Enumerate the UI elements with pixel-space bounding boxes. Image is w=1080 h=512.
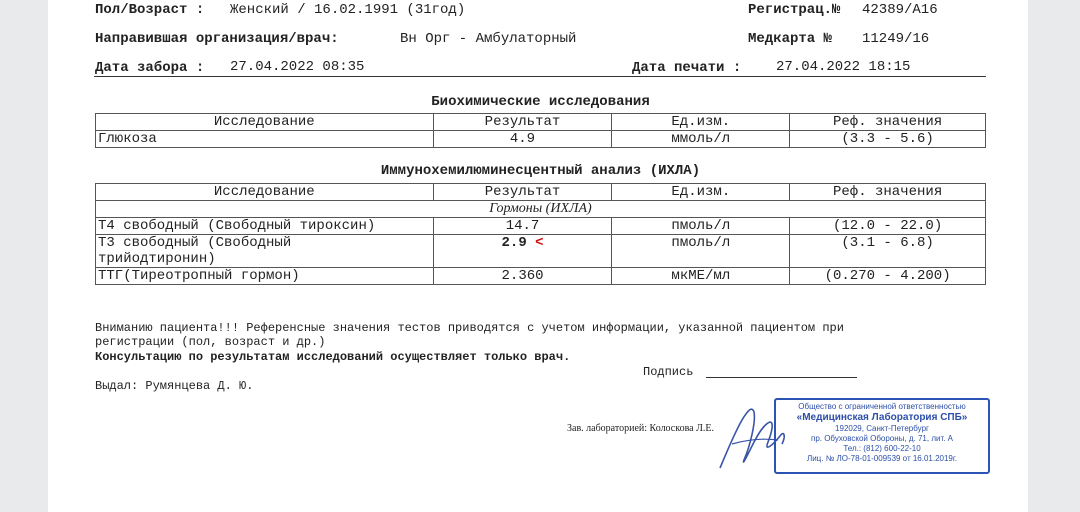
test-name: Т3 свободный (Свободный трийодтиронин) bbox=[96, 235, 434, 268]
test-unit: мкМЕ/мл bbox=[612, 268, 790, 285]
print-value: 27.04.2022 18:15 bbox=[776, 59, 911, 75]
table-row bbox=[96, 131, 986, 148]
test-ref: (3.1 - 6.8) bbox=[790, 235, 986, 268]
col-unit: Ед.изм. bbox=[612, 184, 790, 201]
col-ref: Реф. значения bbox=[790, 114, 986, 131]
org-label: Направившая организация/врач: bbox=[95, 31, 339, 47]
col-result: Результат bbox=[433, 114, 612, 131]
test-name: ТТГ(Тиреотропный гормон) bbox=[96, 268, 434, 285]
consult-note: Консультацию по результатам исследований осуществляет только врач. bbox=[95, 350, 571, 364]
head-of-lab: Зав. лабораторией: Колоскова Л.Е. bbox=[567, 423, 715, 434]
col-test: Исследование bbox=[96, 184, 434, 201]
test-result-flagged: 2.9 < bbox=[433, 235, 612, 268]
test-ref: (3.3 - 5.6) bbox=[790, 131, 986, 148]
issued-by: Выдал: Румянцева Д. Ю. bbox=[95, 379, 254, 393]
notice-line-2: регистрации (пол, возраст и др.) bbox=[95, 335, 326, 349]
table-header-row bbox=[96, 184, 986, 201]
test-unit: ммоль/л bbox=[612, 131, 790, 148]
test-result: 2.360 bbox=[433, 268, 612, 285]
table-row bbox=[96, 268, 986, 285]
test-result: 14.7 bbox=[433, 218, 612, 235]
table-row bbox=[96, 218, 986, 235]
card-value: 11249/16 bbox=[862, 31, 930, 47]
immuno-table bbox=[95, 183, 986, 285]
stamp-line-6: Лиц. № ЛО-78-01-009539 от 16.01.2019г. bbox=[806, 454, 958, 463]
test-ref: (0.270 - 4.200) bbox=[790, 268, 986, 285]
table-header-row bbox=[96, 114, 986, 131]
collect-value: 27.04.2022 08:35 bbox=[230, 59, 365, 75]
signature-line bbox=[706, 377, 857, 378]
signature-label: Подпись bbox=[643, 365, 694, 379]
reg-value: 42389/A16 bbox=[862, 2, 938, 18]
org-value: Вн Орг - Амбулаторный bbox=[400, 31, 577, 47]
collect-label: Дата забора : bbox=[95, 60, 205, 76]
group-row bbox=[96, 201, 986, 218]
biochem-table bbox=[95, 113, 986, 148]
stamp-line-2: «Медицинская Лаборатория СПБ» bbox=[796, 412, 968, 423]
print-label: Дата печати : bbox=[632, 60, 742, 76]
group-title: Гормоны (ИХЛА) bbox=[96, 201, 986, 218]
card-label: Медкарта № bbox=[748, 31, 833, 47]
col-ref: Реф. значения bbox=[790, 184, 986, 201]
test-result: 4.9 bbox=[433, 131, 612, 148]
col-test: Исследование bbox=[96, 114, 434, 131]
sex-age-value: Женский / 16.02.1991 (31год) bbox=[230, 2, 466, 18]
test-name: Глюкоза bbox=[96, 131, 434, 148]
stamp-line-5: Тел.: (812) 600-22-10 bbox=[843, 444, 921, 453]
reg-label: Регистрац.№ bbox=[748, 2, 841, 18]
immuno-title: Иммунохемилюминесцентный анализ (ИХЛА) bbox=[380, 163, 701, 179]
notice-line-1: Вниманию пациента!!! Референсные значения тестов приводятся с учетом информации, указанной пациентом при bbox=[95, 321, 844, 335]
col-unit: Ед.изм. bbox=[612, 114, 790, 131]
stamp-line-4: пр. Обуховской Обороны, д. 71, лит. А bbox=[810, 434, 954, 443]
test-name: Т4 свободный (Свободный тироксин) bbox=[96, 218, 434, 235]
table-row bbox=[96, 235, 986, 268]
test-unit: пмоль/л bbox=[612, 235, 790, 268]
stamp-line-1: Общество с ограниченной ответственностью bbox=[798, 402, 966, 411]
low-flag: < bbox=[535, 235, 544, 251]
col-result: Результат bbox=[433, 184, 612, 201]
organization-stamp bbox=[774, 398, 990, 474]
header-divider bbox=[94, 76, 986, 77]
stamp-line-3: 192029, Санкт-Петербург bbox=[835, 424, 929, 433]
test-unit: пмоль/л bbox=[612, 218, 790, 235]
sex-age-label: Пол/Возраст : bbox=[95, 2, 205, 18]
biochem-title: Биохимические исследования bbox=[431, 94, 650, 110]
test-ref: (12.0 - 22.0) bbox=[790, 218, 986, 235]
